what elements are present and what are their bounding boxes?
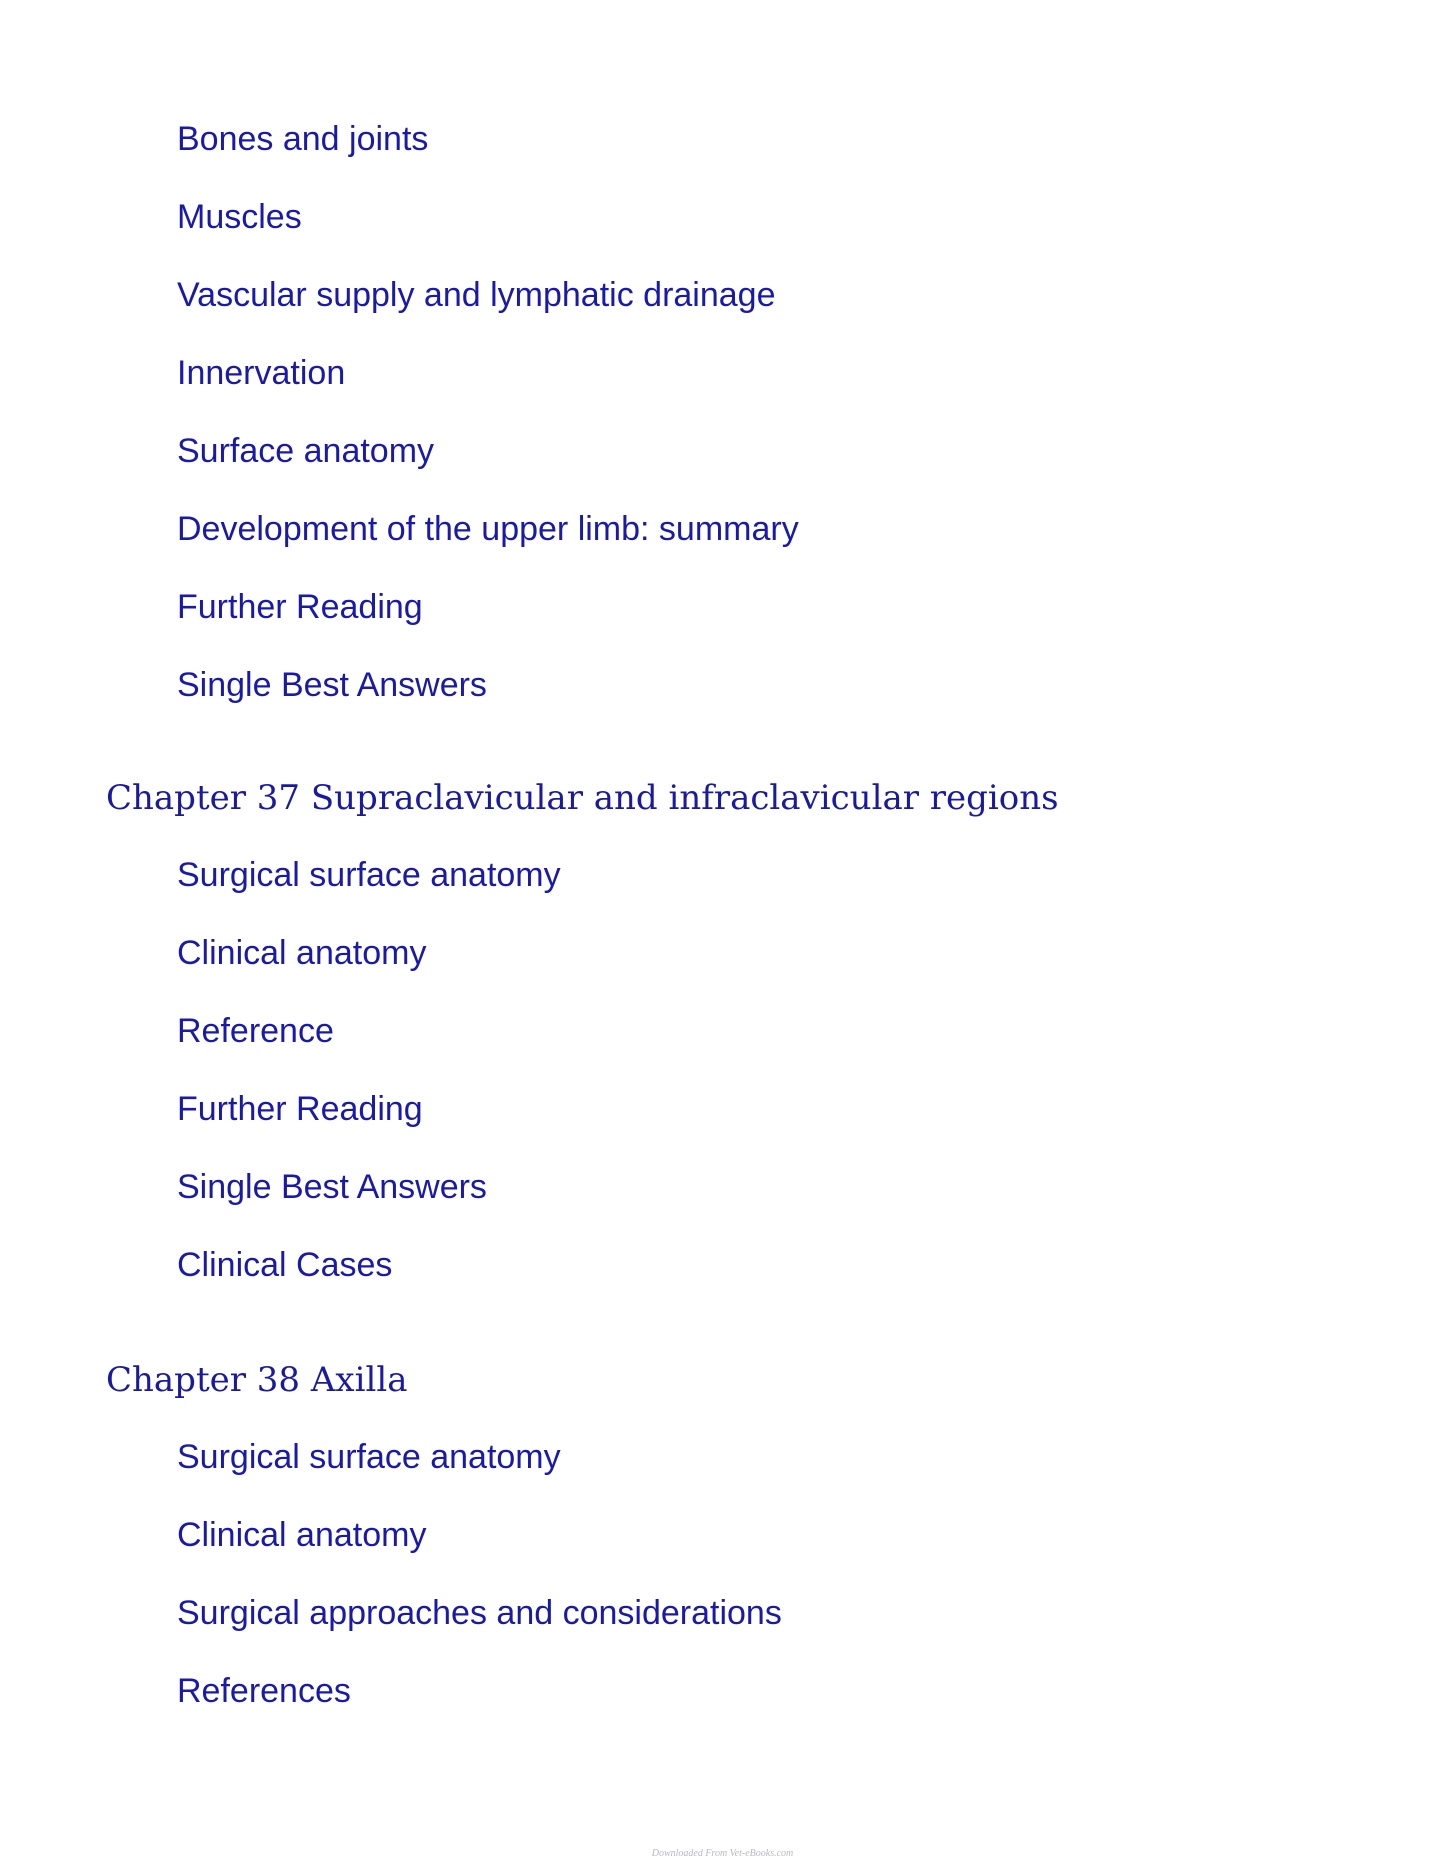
toc-link-single-best-answers[interactable]: Single Best Answers xyxy=(177,666,487,704)
toc-link-further-reading[interactable]: Further Reading xyxy=(177,588,423,626)
toc-link-ch38-surgical-approaches[interactable]: Surgical approaches and considerations xyxy=(177,1594,782,1632)
toc-link-innervation[interactable]: Innervation xyxy=(177,354,346,392)
toc-link-ch38-clinical-anatomy[interactable]: Clinical anatomy xyxy=(177,1516,427,1554)
footer-watermark: Downloaded From Vet-eBooks.com xyxy=(651,1848,794,1859)
toc-link-ch37-single-best-answers[interactable]: Single Best Answers xyxy=(177,1168,487,1206)
toc-link-development-upper-limb[interactable]: Development of the upper limb: summary xyxy=(177,510,799,548)
toc-link-vascular-supply[interactable]: Vascular supply and lymphatic drainage xyxy=(177,276,776,314)
toc-link-ch37-further-reading[interactable]: Further Reading xyxy=(177,1090,423,1128)
chapter-37-heading[interactable]: Chapter 37 Supraclavicular and infraclavicular regions xyxy=(106,778,1059,818)
toc-link-surface-anatomy[interactable]: Surface anatomy xyxy=(177,432,435,470)
toc-link-ch38-references[interactable]: References xyxy=(177,1672,351,1710)
toc-link-bones-and-joints[interactable]: Bones and joints xyxy=(177,120,429,158)
toc-link-ch37-surgical-surface-anatomy[interactable]: Surgical surface anatomy xyxy=(177,856,561,894)
toc-link-muscles[interactable]: Muscles xyxy=(177,198,302,236)
toc-link-ch37-clinical-cases[interactable]: Clinical Cases xyxy=(177,1246,393,1284)
toc-link-ch37-clinical-anatomy[interactable]: Clinical anatomy xyxy=(177,934,427,972)
chapter-38-heading[interactable]: Chapter 38 Axilla xyxy=(106,1360,408,1400)
toc-link-ch37-reference[interactable]: Reference xyxy=(177,1012,334,1050)
toc-link-ch38-surgical-surface-anatomy[interactable]: Surgical surface anatomy xyxy=(177,1438,561,1476)
